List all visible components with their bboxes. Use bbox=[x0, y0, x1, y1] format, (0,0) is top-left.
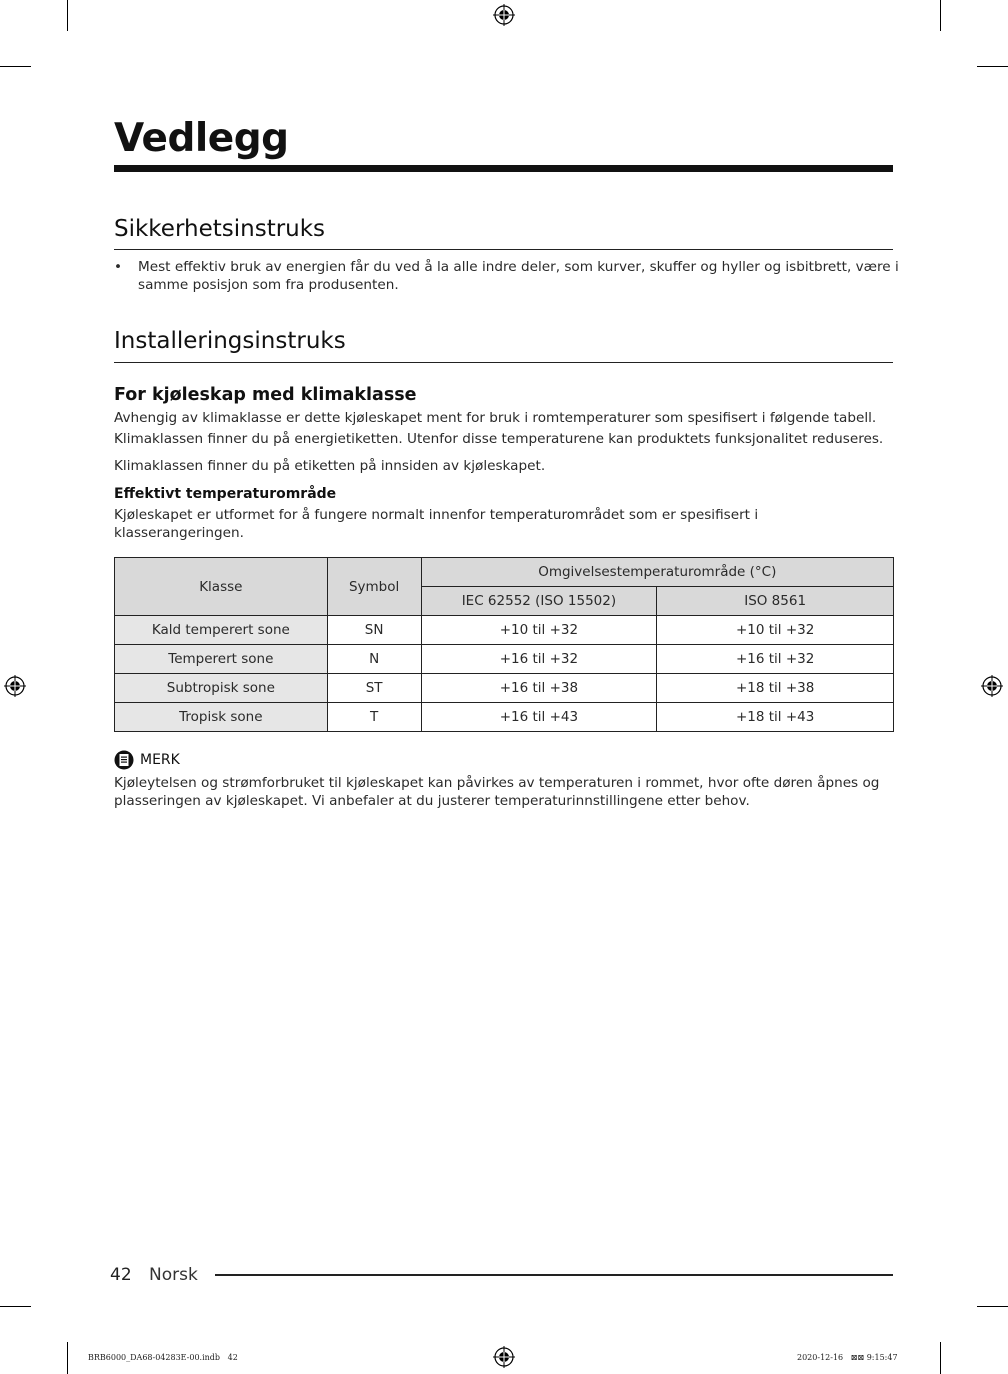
bullet-text: Mest effektiv bruk av energien får du ved å la alle indre deler, som kurver, skuffer og hyller og isbitbrett, være i samme posisjon som fra produsenten. bbox=[138, 259, 899, 293]
crop-mark bbox=[977, 66, 1008, 67]
registration-mark-icon bbox=[981, 675, 1003, 697]
note-text: Kjøleytelsen og strømforbruket til kjøleskapet kan påvirkes av temperaturen i rommet, hvor ofte døren åpnes og plasseringen av kjøleskapet. Vi anbefaler at du justerer temperaturinnstillingene etter behov. bbox=[114, 775, 880, 809]
crop-mark bbox=[0, 66, 31, 67]
print-date-info: 2020-12-16 ⊠⊠ 9:15:47 bbox=[797, 1353, 898, 1362]
page-number: 42 bbox=[110, 1265, 132, 1285]
column-header-iso: ISO 8561 bbox=[657, 587, 894, 616]
bullet-marker: • bbox=[114, 259, 123, 275]
cell-symbol: T bbox=[327, 703, 421, 732]
cell-klasse: Subtropisk sone bbox=[115, 674, 328, 703]
section-rule bbox=[114, 249, 893, 250]
column-header-klasse: Klasse bbox=[115, 558, 328, 616]
note-icon bbox=[114, 750, 134, 770]
paragraph: Kjøleskapet er utformet for å fungere normalt innenfor temperaturområdet som er spesifisert i klasserangeringen. bbox=[114, 507, 759, 541]
registration-mark-icon bbox=[493, 4, 515, 26]
cell-iso: +16 til +32 bbox=[657, 645, 894, 674]
cell-iec: +10 til +32 bbox=[421, 616, 657, 645]
subheading-temperature-range: Effektivt temperaturområde bbox=[114, 486, 337, 502]
column-header-iec: IEC 62552 (ISO 15502) bbox=[421, 587, 657, 616]
table-row bbox=[115, 674, 894, 703]
footer-rule bbox=[215, 1274, 893, 1276]
crop-mark bbox=[940, 0, 941, 31]
section-heading-safety: Sikkerhetsinstruks bbox=[114, 216, 326, 242]
crop-mark bbox=[0, 1306, 31, 1307]
title-rule bbox=[114, 165, 893, 172]
cell-iec: +16 til +38 bbox=[421, 674, 657, 703]
cell-symbol: N bbox=[327, 645, 421, 674]
cell-iso: +10 til +32 bbox=[657, 616, 894, 645]
subheading-climate-class: For kjøleskap med klimaklasse bbox=[114, 385, 417, 405]
climate-class-table bbox=[114, 557, 894, 732]
section-heading-install: Installeringsinstruks bbox=[114, 328, 346, 354]
print-file-info: BRB6000_DA68-04283E-00.indb 42 bbox=[88, 1353, 238, 1362]
table-row bbox=[115, 645, 894, 674]
cell-iso: +18 til +38 bbox=[657, 674, 894, 703]
cell-klasse: Kald temperert sone bbox=[115, 616, 328, 645]
note-label: MERK bbox=[140, 752, 180, 768]
paragraph: Klimaklassen finner du på energietiketten. Utenfor disse temperaturene kan produktets funksjonalitet reduseres. bbox=[114, 431, 884, 447]
paragraph: Klimaklassen finner du på etiketten på innsiden av kjøleskapet. bbox=[114, 458, 546, 474]
note-header bbox=[114, 750, 180, 770]
section-rule bbox=[114, 362, 893, 363]
column-header-range: Omgivelsestemperaturområde (°C) bbox=[421, 558, 893, 587]
crop-mark bbox=[940, 1342, 941, 1374]
cell-symbol: ST bbox=[327, 674, 421, 703]
cell-symbol: SN bbox=[327, 616, 421, 645]
footer-language: Norsk bbox=[149, 1265, 198, 1285]
cell-iec: +16 til +43 bbox=[421, 703, 657, 732]
registration-mark-icon bbox=[4, 675, 26, 697]
list-item bbox=[114, 259, 904, 294]
cell-klasse: Tropisk sone bbox=[115, 703, 328, 732]
cell-iec: +16 til +32 bbox=[421, 645, 657, 674]
crop-mark bbox=[67, 0, 68, 31]
page-title: Vedlegg bbox=[114, 116, 289, 161]
cell-klasse: Temperert sone bbox=[115, 645, 328, 674]
crop-mark bbox=[67, 1342, 68, 1374]
crop-mark bbox=[977, 1306, 1008, 1307]
table-row bbox=[115, 703, 894, 732]
paragraph: Avhengig av klimaklasse er dette kjøleskapet ment for bruk i romtemperaturer som spesifisert i følgende tabell. bbox=[114, 410, 877, 426]
column-header-symbol: Symbol bbox=[327, 558, 421, 616]
registration-mark-icon bbox=[493, 1346, 515, 1368]
table-row bbox=[115, 616, 894, 645]
cell-iso: +18 til +43 bbox=[657, 703, 894, 732]
